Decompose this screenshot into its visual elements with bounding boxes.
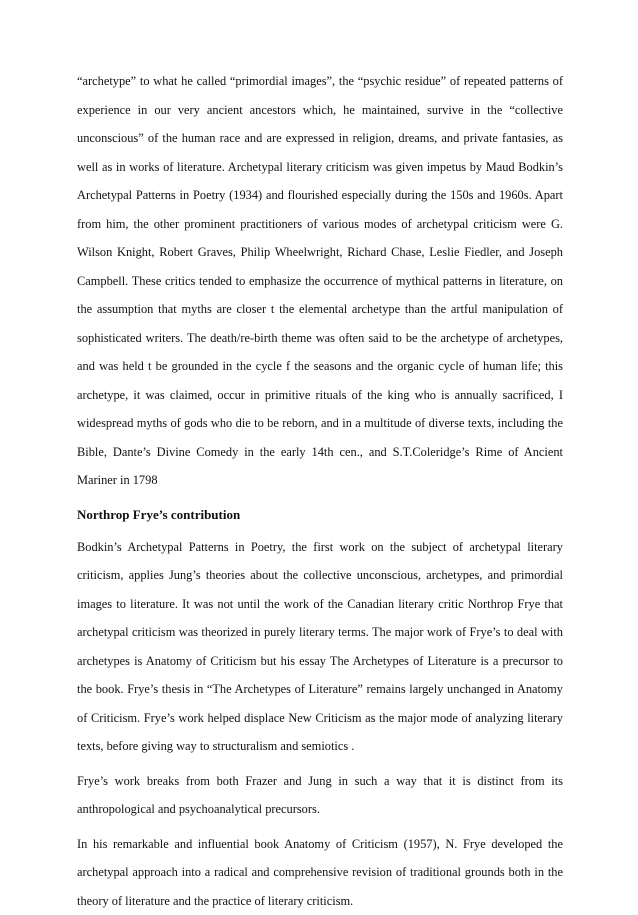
paragraph-anatomy-of-criticism: In his remarkable and influential book Anatomy of Criticism (1957), N. Frye developed the archetypal approach into a radical and comprehensive revision of traditional grounds both in the theory of literature and the practice of literary criticism. — [77, 830, 563, 915]
paragraph-frye-break: Frye’s work breaks from both Frazer and Jung in such a way that it is distinct from its anthropological and psychoanalytical precursors. — [77, 767, 563, 824]
paragraph-archetype-history: “archetype” to what he called “primordial images”, the “psychic residue” of repeated patterns of experience in our very ancient ancestors which, he maintained, survive in the “collective unconscious” of the human race and are expressed in religion, dreams, and private fantasies, as well as in works of literature. Archetypal literary criticism was given impetus by Maud Bodkin’s Archetypal Patterns in Poetry (1934) and flourished especially during the 150s and 1960s. Apart from him, the other prominent practitioners of various modes of archetypal criticism were G. Wilson Knight, Robert Graves, Philip Wheelwright, Richard Chase, Leslie Fiedler, and Joseph Campbell. These critics tended to emphasize the occurrence of mythical patterns in literature, on the assumption that myths are closer t the elemental archetype than the artful manipulation of sophisticated writers. The death/re-birth theme was often said to be the archetype of archetypes, and was held t be grounded in the cycle f the seasons and the organic cycle of human life; this archetype, it was claimed, occur in primitive rituals of the king who is annually sacrificed, I widespread myths of gods who die to be reborn, and in a multitude of diverse texts, including the Bible, Dante’s Divine Comedy in the early 14th cen., and S.T.Coleridge’s Rime of Ancient Mariner in 1798 — [77, 67, 563, 495]
paragraph-bodkin-frye: Bodkin’s Archetypal Patterns in Poetry, the first work on the subject of archetypal literary criticism, applies Jung’s theories about the collective unconscious, archetypes, and primordial images to literature. It was not until the work of the Canadian literary critic Northrop Frye that archetypal criticism was theorized in purely literary terms. The major work of Frye’s to deal with archetypes is Anatomy of Criticism but his essay The Archetypes of Literature is a precursor to the book. Frye’s thesis in “The Archetypes of Literature” remains largely unchanged in Anatomy of Criticism. Frye’s work helped displace New Criticism as the major mode of analyzing literary texts, before giving way to structuralism and semiotics . — [77, 533, 563, 761]
document-body — [77, 67, 563, 915]
section-heading: Northrop Frye’s contribution — [77, 501, 563, 529]
